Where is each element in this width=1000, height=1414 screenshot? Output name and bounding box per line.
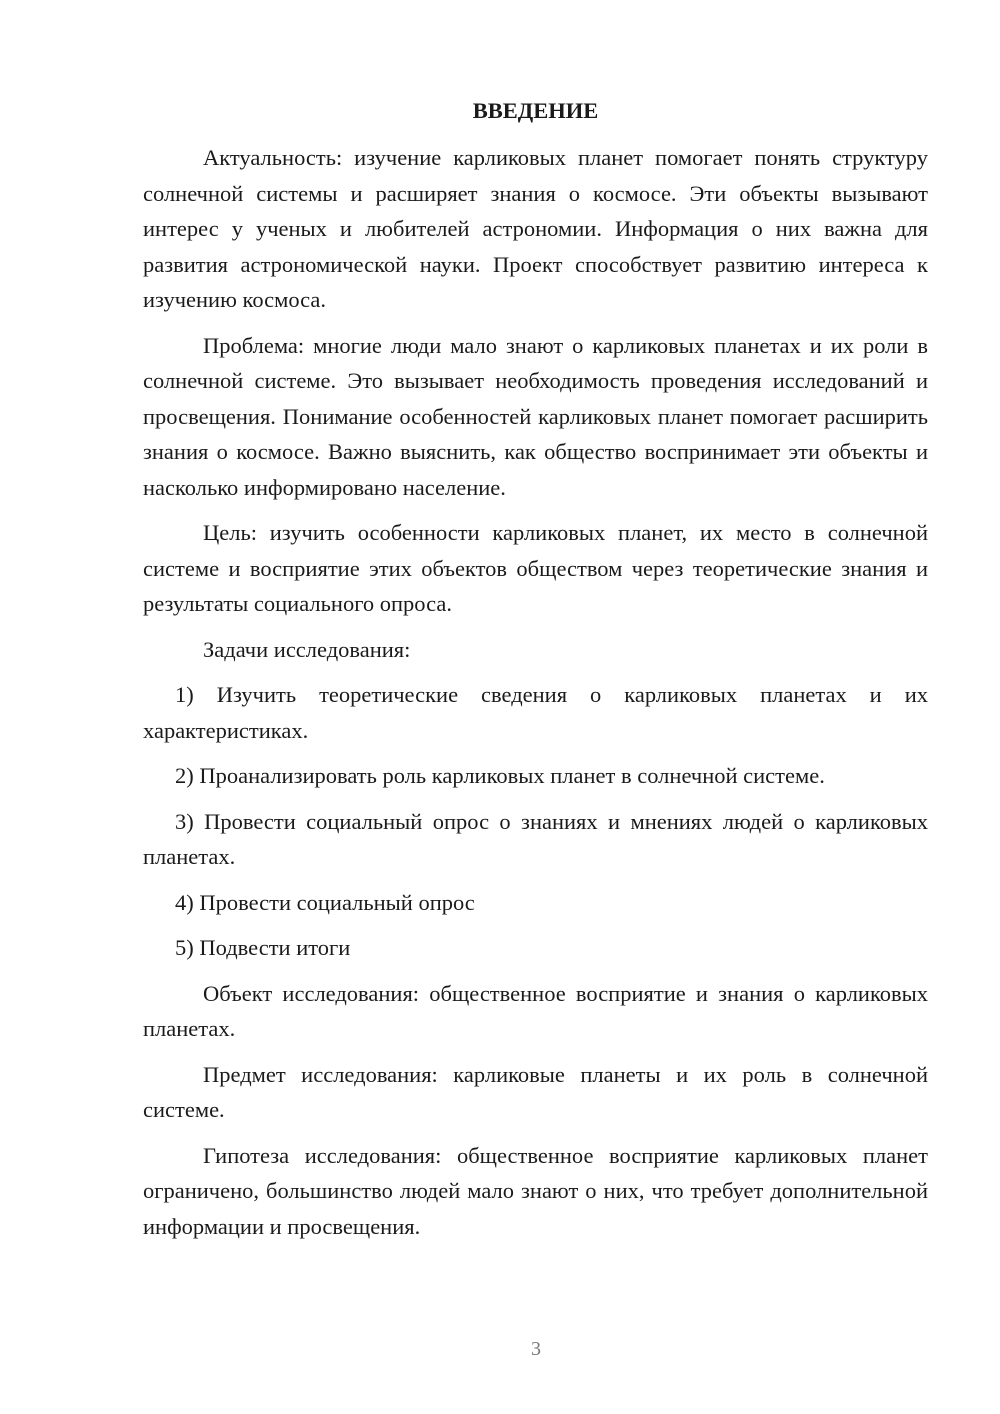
- hypothesis-paragraph: Гипотеза исследования: общественное восприятие карликовых планет ограничено, большинство людей мало знают о них, что требует дополнительной информации и просвещения.: [143, 1142, 928, 1239]
- task-item-1: 1) Изучить теоретические сведения о карликовых планетах и их характеристиках.: [143, 682, 928, 743]
- subject-paragraph: Предмет исследования: карликовые планеты и их роль в солнечной системе.: [143, 1061, 928, 1122]
- task-item-2: 2) Проанализировать роль карликовых планет в солнечной системе.: [175, 763, 825, 788]
- task-item-5: 5) Подвести итоги: [175, 935, 351, 960]
- tasks-heading: Задачи исследования:: [203, 636, 411, 662]
- page-number: 3: [531, 1338, 541, 1360]
- object-paragraph: Объект исследования: общественное восприятие и знания о карликовых планетах.: [143, 980, 928, 1041]
- task-item-4: 4) Провести социальный опрос: [175, 889, 475, 915]
- task-item-3: 3) Провести социальный опрос о знаниях и мнениях людей о карликовых планетах.: [143, 808, 928, 869]
- relevance-paragraph: Актуальность: изучение карликовых планет помогает понять структуру солнечной системы и расширяет знания о космосе. Эти объекты вызывают интерес у ученых и любителей астрономии. Информация о них важна для развития астрономической науки. Проект способствует развитию интереса к изучению космоса.: [143, 145, 928, 312]
- page-title: ВВЕДЕНИЕ: [472, 98, 599, 123]
- goal-paragraph: Цель: изучить особенности карликовых планет, их место в солнечной системе и восприятие этих объектов обществом через теоретические знания и результаты социального опроса.: [143, 520, 928, 616]
- problem-paragraph: Проблема: многие люди мало знают о карликовых планетах и их роли в солнечной системе. Это вызывает необходимость проведения исследований и просвещения. Понимание особенностей карликовых планет помогает расширить знания о космосе. Важно выяснить, как общество воспринимает эти объекты и насколько информировано население.: [143, 332, 928, 500]
